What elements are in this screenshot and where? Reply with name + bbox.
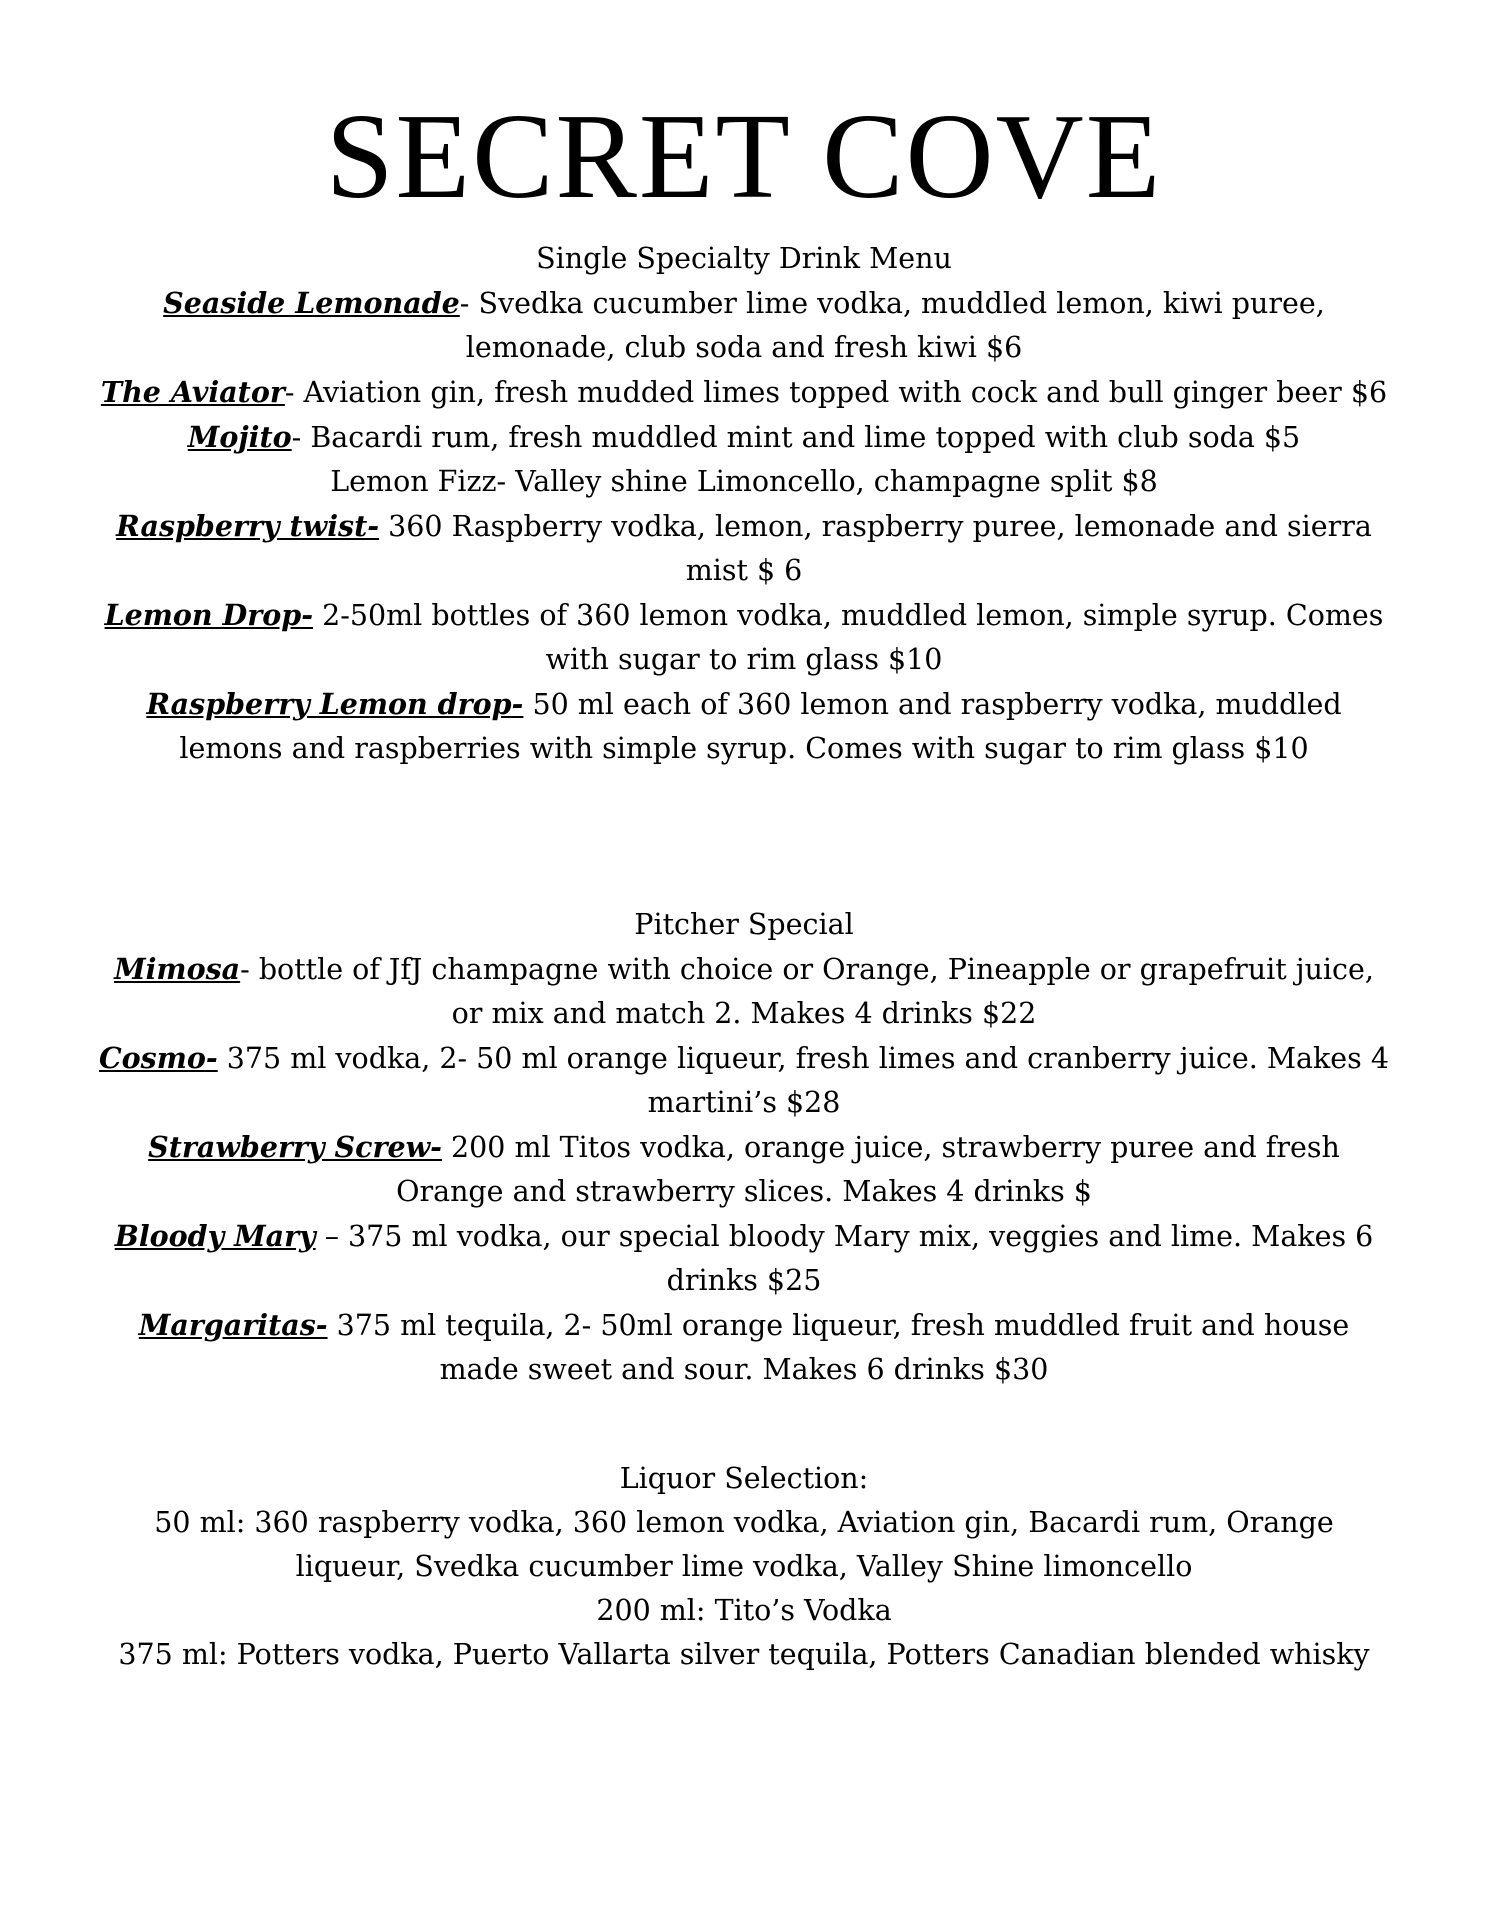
drink-name: The Aviator	[100, 375, 285, 409]
drink-name: Bloody Mary	[114, 1219, 316, 1253]
drink-name: Margaritas-	[138, 1308, 328, 1342]
liquor-selection-section	[98, 1457, 1390, 1677]
liquor-line: 200 ml: Tito’s Vodka	[596, 1594, 892, 1627]
drink-item	[98, 1036, 1390, 1125]
drink-name: Mimosa	[114, 952, 241, 986]
drink-item	[98, 281, 1390, 370]
drink-description: - Svedka cucumber lime vodka, muddled lemon, kiwi puree, lemonade, club soda and fresh kiwi $6	[459, 287, 1325, 364]
drink-description: – 375 ml vodka, our special bloody Mary mix, veggies and lime. Makes 6 drinks $25	[315, 1220, 1374, 1297]
drink-item	[98, 1303, 1390, 1392]
drink-name: Mojito	[187, 420, 292, 454]
drink-item	[98, 460, 1390, 504]
drink-description: 360 Raspberry vodka, lemon, raspberry puree, lemonade and sierra mist $ 6	[379, 510, 1372, 587]
drink-name: Raspberry twist-	[116, 509, 380, 543]
liquor-line: 50 ml: 360 raspberry vodka, 360 lemon vodka, Aviation gin, Bacardi rum, Orange liqueur, Svedka cucumber lime vodka, Valley Shine limoncello	[154, 1506, 1334, 1583]
single-specialty-section	[98, 237, 1390, 771]
liquor-line: 375 ml: Potters vodka, Puerto Vallarta silver tequila, Potters Canadian blended whisky	[118, 1638, 1370, 1671]
pitcher-special-section	[98, 903, 1390, 1392]
drink-name: Lemon Drop-	[104, 598, 314, 632]
drink-description: - Aviation gin, fresh mudded limes topped with cock and bull ginger beer $6	[284, 376, 1388, 409]
drink-description: Lemon Fizz- Valley shine Limoncello, champagne split $8	[330, 465, 1158, 498]
drink-item	[98, 682, 1390, 771]
drink-item	[98, 370, 1390, 415]
drink-item	[98, 947, 1390, 1036]
drink-name: Strawberry Screw-	[148, 1130, 442, 1164]
drink-name: Raspberry Lemon drop-	[146, 687, 524, 721]
section-heading: Liquor Selection:	[619, 1462, 869, 1495]
drink-item	[98, 1125, 1390, 1214]
drink-description: 2-50ml bottles of 360 lemon vodka, muddled lemon, simple syrup. Comes with sugar to rim glass $10	[313, 599, 1384, 676]
drink-description: - bottle of JfJ champagne with choice or Orange, Pineapple or grapefruit juice, or mix and match 2. Makes 4 drinks $22	[240, 953, 1374, 1030]
drink-description: 50 ml each of 360 lemon and raspberry vodka, muddled lemons and raspberries with simple syrup. Comes with sugar to rim glass $10	[179, 688, 1342, 765]
section-heading: Pitcher Special	[634, 908, 854, 941]
drink-item	[98, 415, 1390, 460]
menu-title: SECRET COVE	[325, 89, 1163, 224]
drink-description: 375 ml tequila, 2- 50ml orange liqueur, fresh muddled fruit and house made sweet and sour. Makes 6 drinks $30	[327, 1309, 1350, 1386]
drink-description: 375 ml vodka, 2- 50 ml orange liqueur, fresh limes and cranberry juice. Makes 4 martini’s $28	[217, 1042, 1389, 1119]
drink-description: 200 ml Titos vodka, orange juice, strawberry puree and fresh Orange and strawberry slices. Makes 4 drinks $	[396, 1131, 1340, 1208]
drink-item	[98, 1214, 1390, 1303]
drink-name: Cosmo-	[98, 1041, 218, 1075]
drink-item	[98, 504, 1390, 593]
drink-description: - Bacardi rum, fresh muddled mint and lime topped with club soda $5	[291, 421, 1301, 454]
drink-name: Seaside Lemonade	[163, 286, 460, 320]
section-heading: Single Specialty Drink Menu	[536, 242, 952, 275]
drink-item	[98, 593, 1390, 682]
